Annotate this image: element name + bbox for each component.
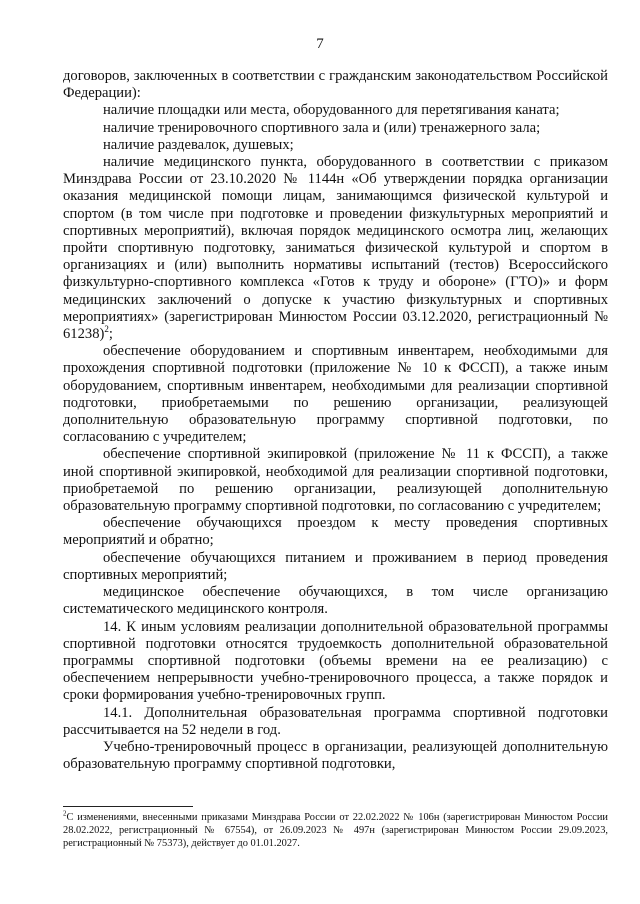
- paragraph: 14. К иным условиям реализации дополнительной образовательной программы спортивной подготовки относятся трудоемкость дополнительной образовательной программы спортивной подготовки (объемы времени на ее реализацию) с обеспечением непрерывности учебно-тренировочного процесса, а также порядок и сроки формирования учебно-тренировочных групп.: [63, 618, 608, 704]
- paragraph-text: наличие медицинского пункта, оборудованного в соответствии с приказом Минздрава России от 23.10.2020 № 1144н «Об утверждении порядка организации оказания медицинской помощи лицам, занимающимся физической культурой и спортом (в том числе при подготовке и проведении физкультурных мероприятий и спортивных мероприятий), включая порядок медицинского осмотра лиц, желающих пройти спортивную подготовку, заниматься физической культурой и спортом в организациях и (или) выполнить нормативы испытаний (тестов) Всероссийского физкультурно-спортивного комплекса «Готов к труду и обороне» (ГТО)» и форм медицинских заключений о допуске к участию физкультурных и спортивных мероприятиях» (зарегистрирован Минюстом России 03.12.2020, регистрационный № 61238): [63, 154, 608, 343]
- page-number: 7: [316, 36, 324, 52]
- paragraph: обеспечение обучающихся проездом к месту проведения спортивных мероприятий и обратно;: [63, 515, 608, 549]
- paragraph: обеспечение оборудованием и спортивным инвентарем, необходимыми для прохождения спортивной подготовки (приложение № 10 к ФССП), а также иным оборудованием, спортивным инвентарем, необходимыми для реализации спортивной подготовки, приобретаемыми по решению организации, реализующей дополнительную образовательную программу спортивной подготовки, по согласованию с учредителем;: [63, 343, 608, 446]
- footnote-marker: 2: [63, 809, 67, 818]
- paragraph: обеспечение обучающихся питанием и проживанием в период проведения спортивных мероприятий;: [63, 549, 608, 583]
- paragraph: 14.1. Дополнительная образовательная программа спортивной подготовки рассчитывается на 52 недели в год.: [63, 704, 608, 738]
- footnote-reference: 2: [104, 324, 109, 335]
- paragraph: наличие тренировочного спортивного зала и (или) тренажерного зала;: [103, 119, 541, 136]
- paragraph-with-footnote: [63, 154, 608, 343]
- paragraph: медицинское обеспечение обучающихся, в том числе организацию систематического медицинского контроля.: [63, 584, 608, 618]
- footnote-text: С изменениями, внесенными приказами Минздрава России от 22.02.2022 № 106н (зарегистрирован Минюстом России 28.02.2022, регистрационный № 67554), от 26.09.2023 № 497н (зарегистрирован Минюстом России 29.09.2023, регистрационный № 75373), действует до 01.01.2027.: [63, 812, 608, 849]
- paragraph: Учебно-тренировочный процесс в организации, реализующей дополнительную образовательную программу спортивной подготовки,: [63, 738, 608, 773]
- document-body: [63, 68, 608, 773]
- paragraph: наличие площадки или места, оборудованного для перетягивания каната;: [103, 102, 560, 119]
- paragraph: договоров, заключенных в соответствии с гражданским законодательством Российской Федерации):: [63, 68, 608, 102]
- paragraph: наличие раздевалок, душевых;: [103, 136, 294, 153]
- paragraph: обеспечение спортивной экипировкой (приложение № 11 к ФССП), а также иной спортивной экипировкой, необходимой для реализации спортивной подготовки, приобретаемой по решению организации, реализующей дополнительную образовательную программу спортивной подготовки, по согласованию с учредителем;: [63, 446, 608, 515]
- paragraph-end-punctuation: ;: [108, 326, 113, 343]
- footnote: [63, 811, 608, 850]
- footnote-separator: [63, 806, 193, 807]
